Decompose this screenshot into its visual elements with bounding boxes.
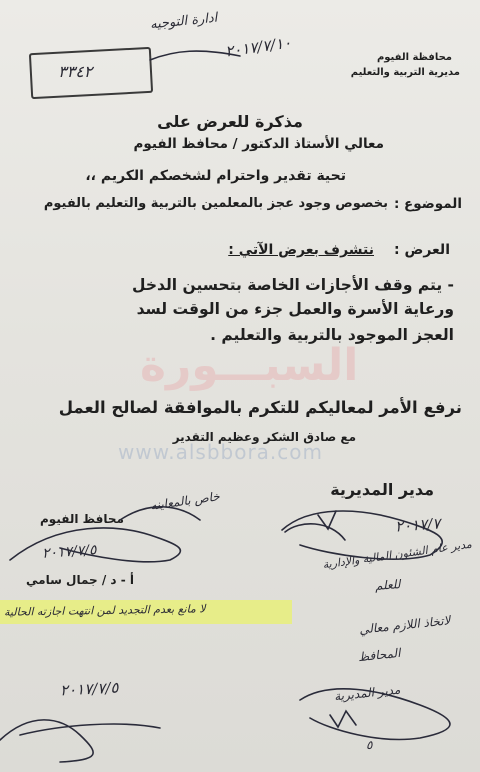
closing-request: نرفع الأمر لمعاليكم للتكرم بالموافقة لصالح العمل — [58, 398, 462, 417]
handwritten-right-3: لاتخاذ اللازم معالي — [358, 613, 451, 637]
handwritten-right-4: المحافظ — [356, 645, 401, 665]
subject-label: الموضوع : — [393, 196, 462, 212]
page-mark: ٥ — [366, 738, 373, 752]
directorate-label: مديرية التربية والتعليم — [350, 67, 460, 78]
bottom-right-signature — [300, 689, 450, 740]
memo-title: مذكرة للعرض على — [157, 112, 303, 131]
director-title: مدير المديرية — [330, 480, 434, 499]
director-signature — [282, 511, 442, 559]
watermark-logo-text: السبـــورة — [140, 340, 359, 391]
governor-signature — [10, 528, 180, 562]
memo-addressee: معالي الأستاذ الدكتور / محافظ الفيوم — [133, 136, 384, 152]
handwritten-right-1: مدير عام الشئون المالية والإدارية — [321, 537, 473, 572]
top-handwritten-date: ٢٠١٧/٧/١٠ — [224, 33, 293, 61]
governor-title: محافظ الفيوم — [40, 512, 124, 526]
body-line-1: - يتم وقف الأجازات الخاصة بتحسين الدخل — [132, 276, 454, 294]
presentation-label: العرض : — [394, 242, 450, 258]
top-handwritten-note: ادارة التوجيه — [149, 10, 218, 33]
governor-name: أ - د / جمال سامي — [26, 573, 135, 587]
subject-text: بخصوص وجود عجز بالمعلمين بالتربية والتعليم بالفيوم — [43, 196, 388, 211]
governor-date: ٢٠١٧/٧/٥ — [41, 542, 98, 562]
presentation-text: نتشرف بعرض الآتي : — [228, 242, 374, 258]
stamp-number: ٣٣٤٢ — [58, 62, 93, 81]
body-line-2: ورعاية الأسرة والعمل جزء من الوقت لسد — [136, 300, 454, 318]
handwritten-right-5: مدير المديرية — [332, 682, 401, 704]
director-signature-date: ٢٠١٧/٧ — [394, 514, 441, 536]
handwritten-right-2: للعلم — [374, 577, 401, 593]
highlighted-note: لا مانع بعدم التجديد لمن انتهت اجازته الحالية — [3, 602, 206, 619]
watermark-url: www.alsbbora.com — [118, 440, 324, 464]
body-line-3: العجز الموجود بالتربية والتعليم . — [210, 326, 454, 344]
memo-greeting: تحية تقدير واحترام لشخصكم الكريم ،، — [85, 168, 346, 184]
closing-thanks: مع صادق الشكر وعظيم التقدير — [172, 430, 356, 444]
governorate-label: محافظة الفيوم — [376, 52, 452, 63]
governor-handwritten-note: خاص بالمعاينه — [149, 489, 221, 513]
bottom-date: ٢٠١٧/٧/٥ — [59, 678, 119, 700]
